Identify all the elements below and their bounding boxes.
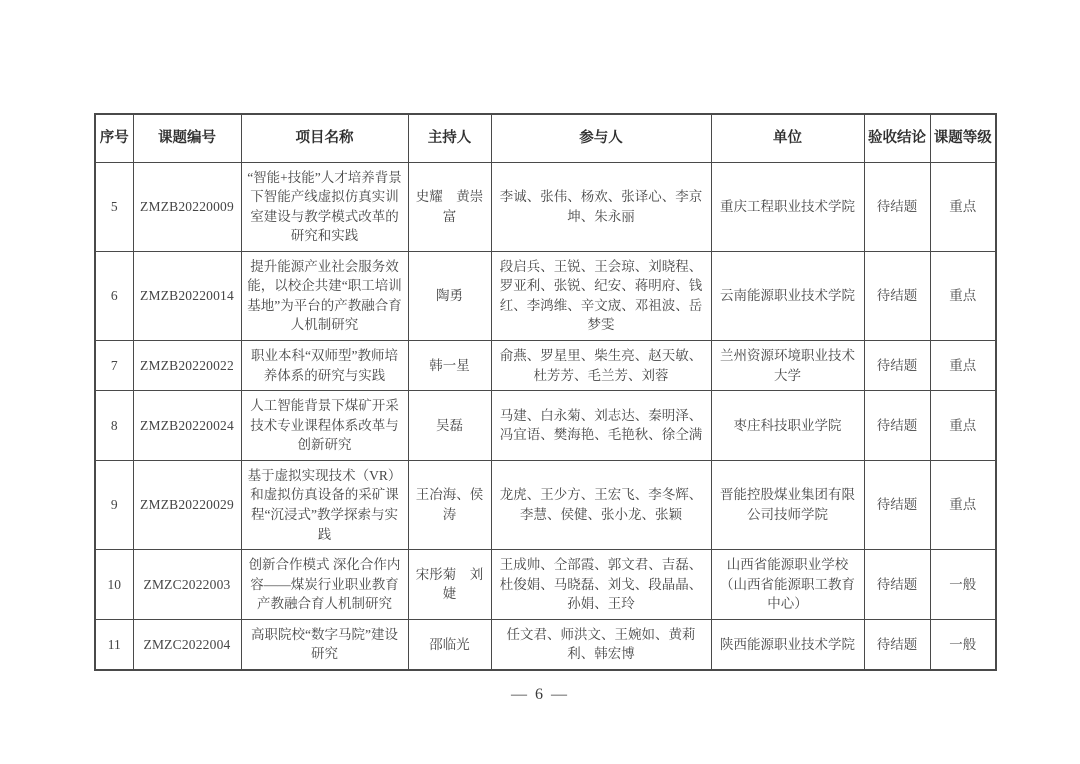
cell-unit: 兰州资源环境职业技术大学 <box>711 341 864 391</box>
table-row <box>95 162 996 251</box>
cell-id: ZMZC2022004 <box>133 619 241 670</box>
cell-id: ZMZB20220029 <box>133 460 241 549</box>
cell-unit: 重庆工程职业技术学院 <box>711 162 864 251</box>
cell-level: 一般 <box>930 619 996 670</box>
cell-unit: 晋能控股煤业集团有限公司技师学院 <box>711 460 864 549</box>
column-header-no: 序号 <box>95 114 133 162</box>
cell-no: 10 <box>95 550 133 620</box>
table-row <box>95 341 996 391</box>
cell-id: ZMZC2022003 <box>133 550 241 620</box>
table-row <box>95 550 996 620</box>
cell-host: 韩一星 <box>408 341 491 391</box>
cell-unit: 枣庄科技职业学院 <box>711 391 864 461</box>
cell-name: 人工智能背景下煤矿开采技术专业课程体系改革与创新研究 <box>241 391 408 461</box>
cell-participants: 李诚、张伟、杨欢、张译心、李京坤、朱永丽 <box>491 162 711 251</box>
cell-host: 陶勇 <box>408 251 491 340</box>
cell-conclusion: 待结题 <box>864 251 930 340</box>
cell-no: 6 <box>95 251 133 340</box>
projects-table <box>94 113 997 671</box>
cell-unit: 山西省能源职业学校（山西省能源职工教育中心） <box>711 550 864 620</box>
cell-participants: 段启兵、王锐、王会琼、刘晓程、罗亚利、张锐、纪安、蒋明府、钱红、李鸿维、辛文宬、邓祖波、岳梦雯 <box>491 251 711 340</box>
cell-name: 高职院校“数字马院”建设研究 <box>241 619 408 670</box>
cell-conclusion: 待结题 <box>864 460 930 549</box>
table-header-row <box>95 114 996 162</box>
cell-no: 8 <box>95 391 133 461</box>
cell-unit: 云南能源职业技术学院 <box>711 251 864 340</box>
cell-name: 职业本科“双师型”教师培养体系的研究与实践 <box>241 341 408 391</box>
cell-name: 创新合作模式 深化合作内容——煤炭行业职业教育产教融合育人机制研究 <box>241 550 408 620</box>
cell-participants: 俞燕、罗星里、柴生亮、赵天敏、杜芳芳、毛兰芳、刘蓉 <box>491 341 711 391</box>
column-header-level: 课题等级 <box>930 114 996 162</box>
cell-conclusion: 待结题 <box>864 341 930 391</box>
cell-participants: 王成帅、仝部霞、郭文君、吉磊、杜俊娟、马晓磊、刘戈、段晶晶、孙娟、王玲 <box>491 550 711 620</box>
column-header-unit: 单位 <box>711 114 864 162</box>
cell-id: ZMZB20220022 <box>133 341 241 391</box>
cell-id: ZMZB20220009 <box>133 162 241 251</box>
table-row <box>95 460 996 549</box>
table-row <box>95 391 996 461</box>
cell-host: 吴磊 <box>408 391 491 461</box>
column-header-conclusion: 验收结论 <box>864 114 930 162</box>
cell-participants: 马建、白永菊、刘志达、秦明泽、冯宜语、樊海艳、毛艳秋、徐仝满 <box>491 391 711 461</box>
page-number: — 6 — <box>511 686 569 703</box>
cell-name: 基于虚拟实现技术（VR）和虚拟仿真设备的采矿课程“沉浸式”教学探索与实践 <box>241 460 408 549</box>
cell-unit: 陕西能源职业技术学院 <box>711 619 864 670</box>
cell-conclusion: 待结题 <box>864 550 930 620</box>
column-header-id: 课题编号 <box>133 114 241 162</box>
cell-host: 史耀 黄崇富 <box>408 162 491 251</box>
cell-no: 7 <box>95 341 133 391</box>
cell-level: 重点 <box>930 162 996 251</box>
cell-conclusion: 待结题 <box>864 619 930 670</box>
cell-host: 王冶海、侯涛 <box>408 460 491 549</box>
cell-host: 宋彤菊 刘婕 <box>408 550 491 620</box>
cell-conclusion: 待结题 <box>864 162 930 251</box>
cell-no: 5 <box>95 162 133 251</box>
cell-conclusion: 待结题 <box>864 391 930 461</box>
cell-id: ZMZB20220014 <box>133 251 241 340</box>
cell-level: 一般 <box>930 550 996 620</box>
column-header-participants: 参与人 <box>491 114 711 162</box>
cell-id: ZMZB20220024 <box>133 391 241 461</box>
cell-no: 9 <box>95 460 133 549</box>
cell-level: 重点 <box>930 391 996 461</box>
column-header-name: 项目名称 <box>241 114 408 162</box>
table-row <box>95 619 996 670</box>
cell-level: 重点 <box>930 460 996 549</box>
column-header-host: 主持人 <box>408 114 491 162</box>
cell-name: “智能+技能”人才培养背景下智能产线虚拟仿真实训室建设与教学模式改革的研究和实践 <box>241 162 408 251</box>
cell-participants: 龙虎、王少方、王宏飞、李冬辉、李慧、侯健、张小龙、张颖 <box>491 460 711 549</box>
cell-level: 重点 <box>930 341 996 391</box>
cell-host: 邵临光 <box>408 619 491 670</box>
cell-level: 重点 <box>930 251 996 340</box>
cell-participants: 任文君、师洪文、王婉如、黄莉利、韩宏博 <box>491 619 711 670</box>
cell-name: 提升能源产业社会服务效能，以校企共建“职工培训基地”为平台的产教融合育人机制研究 <box>241 251 408 340</box>
cell-no: 11 <box>95 619 133 670</box>
table-row <box>95 251 996 340</box>
